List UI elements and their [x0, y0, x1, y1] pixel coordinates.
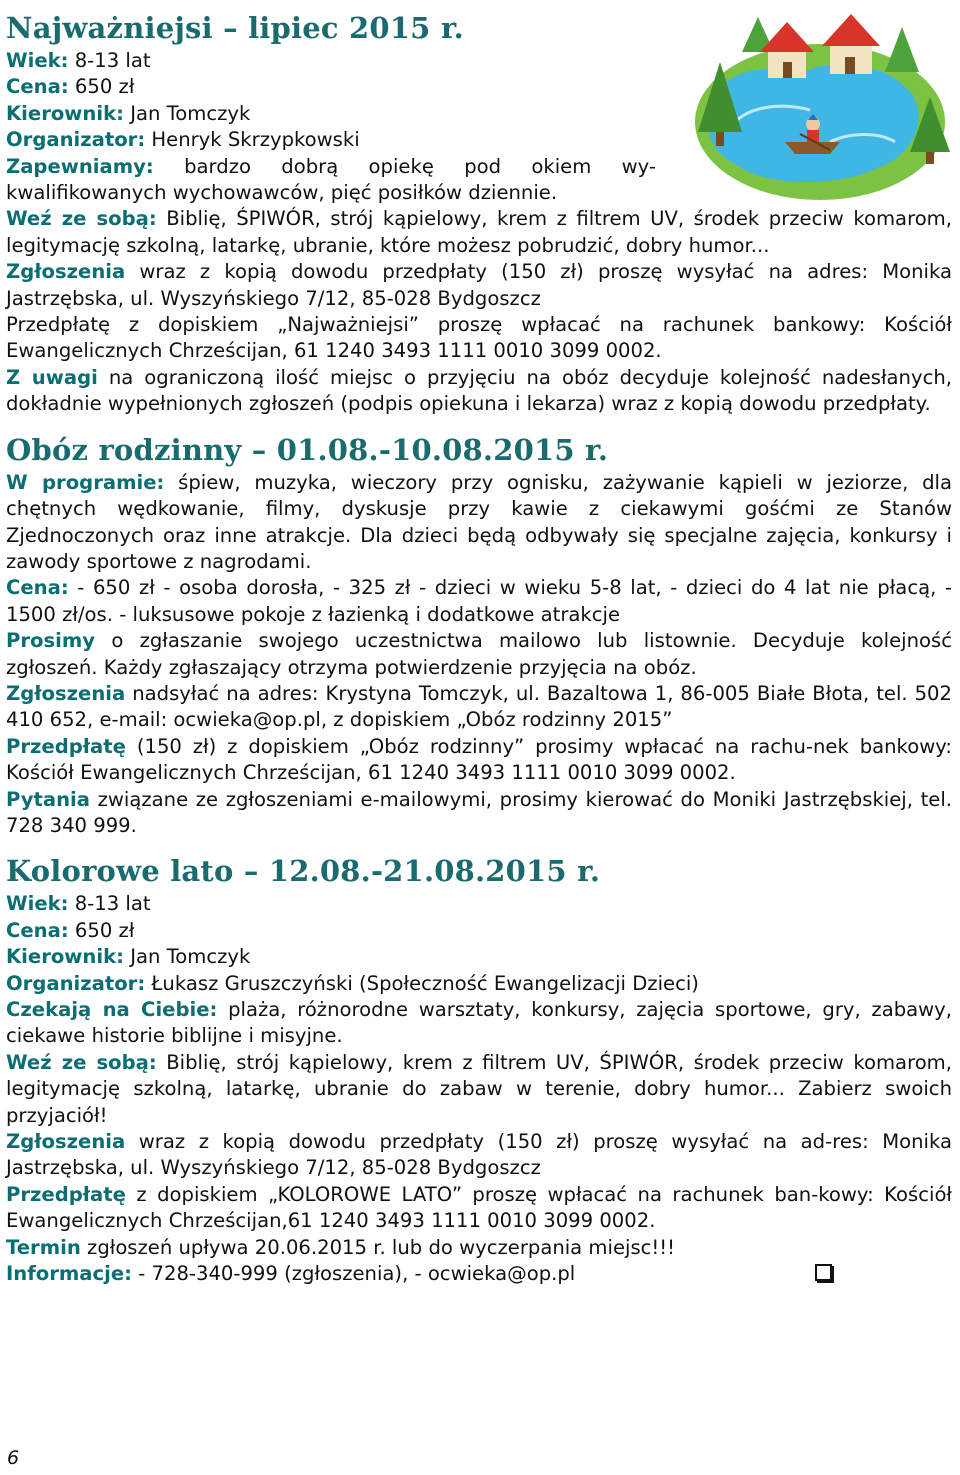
- section-najwazniejsi-meta: [6, 48, 656, 206]
- zgloszenia-label: Zgłoszenia: [6, 260, 126, 284]
- organizator-value: Henryk Skrzypkowski: [151, 128, 360, 152]
- wez-paragraph: [6, 206, 952, 259]
- pytania-text: związane ze zgłoszeniami e-mailowymi, prosimy kierować do Moniki Jastrzębskiej, tel. 728 340 999.: [6, 787, 952, 837]
- wez-label: Weź ze sobą:: [6, 207, 157, 231]
- wez-label: Weź ze sobą:: [6, 1050, 157, 1074]
- organizator-line: [6, 127, 656, 153]
- termin-text: zgłoszeń upływa 20.06.2015 r. lub do wyczerpania miejsc!!!: [87, 1235, 675, 1259]
- zgloszenia-paragraph: [6, 259, 952, 312]
- cena-text: - 650 zł - osoba dorosła, - 325 zł - dzieci w wieku 5-8 lat, - dzieci do 4 lat nie płacą, - 1500 zł/os. - luksusowe pokoje z łazienką i dodatkowe atrakcje: [6, 576, 952, 626]
- pytania-label: Pytania: [6, 787, 90, 811]
- zgloszenia-label: Zgłoszenia: [6, 1130, 126, 1154]
- przedplate-paragraph-2: [6, 1182, 952, 1235]
- uwagi-text: na ograniczoną ilość miejsc o przyjęciu na obóz decyduje kolejność nadesłanych, dokładnie wypełnionych zgłoszeń (podpis opiekuna i lekarza) wraz z kopią dowodu przedpłaty.: [6, 365, 952, 416]
- program-label: W programie:: [6, 470, 165, 494]
- wez-text: Biblię, strój kąpielowy, krem z filtrem UV, ŚPIWÓR, środek przeciw komarom, legitymację szkolną, latarkę, ubranie do zabaw w terenie, dobry humor... Zabierz swoich przyjaciół!: [6, 1050, 952, 1127]
- organizator-label: Organizator:: [6, 971, 146, 995]
- przedplate-paragraph: Przedpłatę z dopiskiem „Najważniejsi” proszę wpłacać na rachunek bankowy: Kościół Ewangelicznych Chrześcijan, 61 1240 3493 1111 0010 3099 0002.: [6, 313, 952, 363]
- cena-label: Cena:: [6, 918, 69, 942]
- program-paragraph: [6, 470, 952, 576]
- cena-rodzinny-paragraph: [6, 575, 952, 628]
- uwagi-paragraph: [6, 365, 952, 418]
- kierownik-value: Jan Tomczyk: [130, 945, 251, 969]
- kierownik-label: Kierownik:: [6, 101, 124, 125]
- prosimy-text: o zgłaszanie swojego uczestnictwa mailowo lub listownie. Decyduje kolejność zgłoszeń. Każdy zgłaszający otrzyma potwierdzenie przyjęcia na obóz.: [6, 629, 953, 679]
- przedplate-rodzinny-paragraph: [6, 734, 952, 787]
- przedplate-text: (150 zł) z dopiskiem „Obóz rodzinny” prosimy wpłacać na rachu-nek bankowy: Kościół Ewangelicznych Chrześcijan, 61 1240 3493 1111 0010 3099 0002.: [6, 734, 952, 785]
- section-title-najwazniejsi: Najważniejsi – lipiec 2015 r.: [6, 11, 464, 45]
- informacje-text: - 728-340-999 (zgłoszenia), - ocwieka@op.pl: [138, 1262, 576, 1286]
- pytania-paragraph: [6, 787, 952, 840]
- zapewniamy-text: bardzo dobrą opiekę pod okiem wy-kwalifikowanych wychowawców, pięć posiłków dziennie.: [6, 154, 657, 205]
- czekaja-label: Czekają na Ciebie:: [6, 998, 218, 1021]
- zapewniamy-label: Zapewniamy:: [6, 154, 154, 178]
- cena-line: [6, 74, 656, 100]
- cena-line-2: [6, 918, 952, 944]
- zapewniamy-paragraph: [6, 154, 656, 207]
- wez-paragraph-2: [6, 1050, 952, 1129]
- przedplate-text: z dopiskiem „KOLOROWE LATO” proszę wpłacać na rachunek ban-kowy: Kościół Ewangelicznych Chrześcijan,61 1240 3493 1111 0010 3099 0002.: [6, 1182, 952, 1233]
- przedplate-label: Przedpłatę: [6, 734, 126, 758]
- zgloszenia-label: Zgłoszenia: [6, 681, 126, 705]
- kierownik-line: [6, 101, 656, 127]
- czekaja-text: plaża, różnorodne warsztaty, konkursy, zajęcia sportowe, gry, zabawy, ciekawe historie biblijne i misyjne.: [6, 998, 953, 1048]
- informacje-paragraph: [6, 1261, 952, 1287]
- organizator-label: Organizator:: [6, 128, 146, 152]
- program-text: śpiew, muzyka, wieczory przy ognisku, zażywanie kąpieli w jeziorze, dla chętnych wędkowanie, filmy, dyskusje przy kawie z ciekawymi gośćmi ze Stanów Zjednoczonych oraz inne atrakcje. Dla dzieci będą odbywały się specjalne zajęcia, konkursy i zawody sportowe z nagrodami.: [6, 470, 952, 573]
- wiek-line: [6, 48, 656, 74]
- zgloszenia-text: nadsyłać na adres: Krystyna Tomczyk, ul. Bazaltowa 1, 86-005 Białe Błota, tel. 502 410 652, e-mail: ocwieka@op.pl, z dopiskiem „Obóz rodzinny 2015”: [6, 681, 952, 732]
- wiek-value: 8-13 lat: [74, 892, 151, 916]
- zgloszenia-text: wraz z kopią dowodu przedpłaty (150 zł) proszę wysyłać na adres: Monika Jastrzębska, ul. Wyszyńskiego 7/12, 85-028 Bydgoszcz: [6, 260, 952, 310]
- wiek-label: Wiek:: [6, 49, 69, 72]
- wez-text: Biblię, ŚPIWÓR, strój kąpielowy, krem z filtrem UV, środek przeciw komarom, legitymację szkolną, latarkę, ubranie, które możesz pobrudzić, dobry humor...: [6, 207, 952, 257]
- page-number: 6: [7, 1447, 20, 1469]
- zgloszenia-text: wraz z kopią dowodu przedpłaty (150 zł) proszę wysyłać na ad-res: Monika Jastrzębska, ul. Wyszyńskiego 7/12, 85-028 Bydgoszcz: [6, 1130, 952, 1180]
- prosimy-label: Prosimy: [6, 629, 96, 653]
- cena-value: 650 zł: [74, 918, 135, 942]
- termin-label: Termin: [6, 1235, 81, 1259]
- cena-value: 650 zł: [74, 75, 135, 99]
- organizator-line-2: [6, 971, 952, 997]
- cena-label: Cena:: [6, 75, 69, 99]
- organizator-value: Łukasz Gruszczyński (Społeczność Ewangelizacji Dzieci): [151, 971, 699, 995]
- wiek-value: 8-13 lat: [74, 49, 151, 72]
- zgloszenia-rodzinny-paragraph: [6, 681, 952, 734]
- wiek-label: Wiek:: [6, 892, 69, 916]
- informacje-label: Informacje:: [6, 1262, 132, 1286]
- termin-paragraph: [6, 1235, 952, 1261]
- wiek-line-2: [6, 891, 952, 917]
- zgloszenia-paragraph-2: [6, 1129, 952, 1182]
- checkbox-icon: [815, 1264, 832, 1281]
- kierownik-line-2: [6, 944, 952, 970]
- prosimy-paragraph: [6, 628, 952, 681]
- section-title-oboz-rodzinny: Obóz rodzinny – 01.08.-10.08.2015 r.: [6, 432, 609, 467]
- kierownik-value: Jan Tomczyk: [130, 101, 251, 125]
- uwagi-label: Z uwagi: [6, 365, 98, 389]
- czekaja-paragraph: [6, 997, 952, 1050]
- cena-label: Cena:: [6, 576, 69, 600]
- lake-camp-illustration-icon: [680, 2, 955, 207]
- section-title-kolorowe-lato: Kolorowe lato – 12.08.-21.08.2015 r.: [6, 854, 601, 889]
- kierownik-label: Kierownik:: [6, 945, 124, 969]
- przedplate-label: Przedpłatę: [6, 1182, 126, 1206]
